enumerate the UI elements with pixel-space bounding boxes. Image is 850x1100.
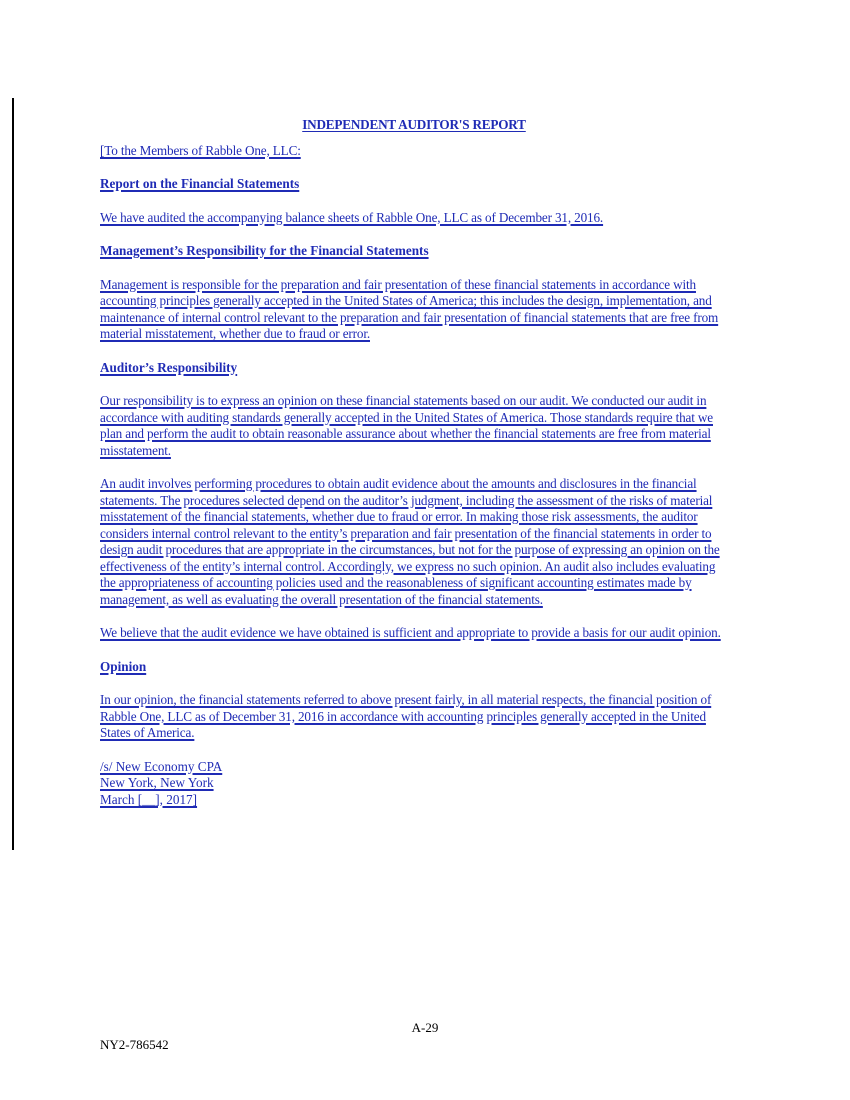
signature-block: [100, 759, 728, 809]
paragraph-audit-scope: We have audited the accompanying balance sheets of Rabble One, LLC as of December 31, 2016.: [100, 209, 604, 225]
page-number: A-29: [411, 1020, 439, 1035]
paragraph-management-responsibility: Management is responsible for the preparation and fair presentation of these financial statements in accordance with accounting principles generally accepted in the United States of America; this includes the design, implementation, and maintenance of internal control relevant to the preparation and fair presentation of financial statements that are free from material misstatement, whether due to fraud or error.: [100, 276, 719, 341]
paragraph-audit-evidence: We believe that the audit evidence we have obtained is sufficient and appropriate to provide a basis for our audit opinion.: [100, 625, 721, 640]
heading-auditor-responsibility: Auditor’s Responsibility: [100, 359, 238, 375]
signature-date: March [__], 2017]: [100, 791, 198, 807]
paragraph-auditor-responsibility: Our responsibility is to express an opinion on these financial statements based on our audit. We conducted our audit in accordance with auditing standards generally accepted in the United States of America. Those standards require that we plan and perform the audit to obtain reasonable assurance about whether the financial statements are free from material misstatement.: [100, 393, 713, 458]
paragraph-opinion: In our opinion, the financial statements referred to above present fairly, in all material respects, the financial position of Rabble One, LLC as of December 31, 2016 in accordance with accounting principles generally accepted in the United States of America.: [100, 692, 712, 740]
paragraph-audit-procedures: An audit involves performing procedures to obtain audit evidence about the amounts and disclosures in the financial statements. The procedures selected depend on the auditor’s judgment, including the assessment of the risks of material misstatement of the financial statements, whether due to fraud or error. In making those risk assessments, the auditor considers internal control relevant to the entity’s preparation and fair presentation of the financial statements in order to design audit procedures that are appropriate in the circumstances, but not for the purpose of expressing an opinion on the effectiveness of the entity’s internal control. Accordingly, we express no such opinion. An audit also includes evaluating the appropriateness of accounting policies used and the reasonableness of significant accounting estimates made by management, as well as evaluating the overall presentation of the financial statements.: [100, 476, 720, 607]
heading-opinion: Opinion: [100, 658, 147, 674]
signature-signer: /s/ New Economy CPA: [100, 758, 223, 774]
revision-bar: [12, 98, 14, 850]
heading-management-responsibility: Management’s Responsibility for the Financial Statements: [100, 243, 429, 258]
signature-location: New York, New York: [100, 775, 214, 790]
report-title: INDEPENDENT AUDITOR'S REPORT: [302, 117, 526, 132]
document-id: NY2-786542: [100, 1037, 169, 1052]
addressee: [To the Members of Rabble One, LLC:: [100, 142, 301, 158]
report-body: [100, 117, 728, 808]
heading-financial-statements: Report on the Financial Statements: [100, 176, 300, 191]
